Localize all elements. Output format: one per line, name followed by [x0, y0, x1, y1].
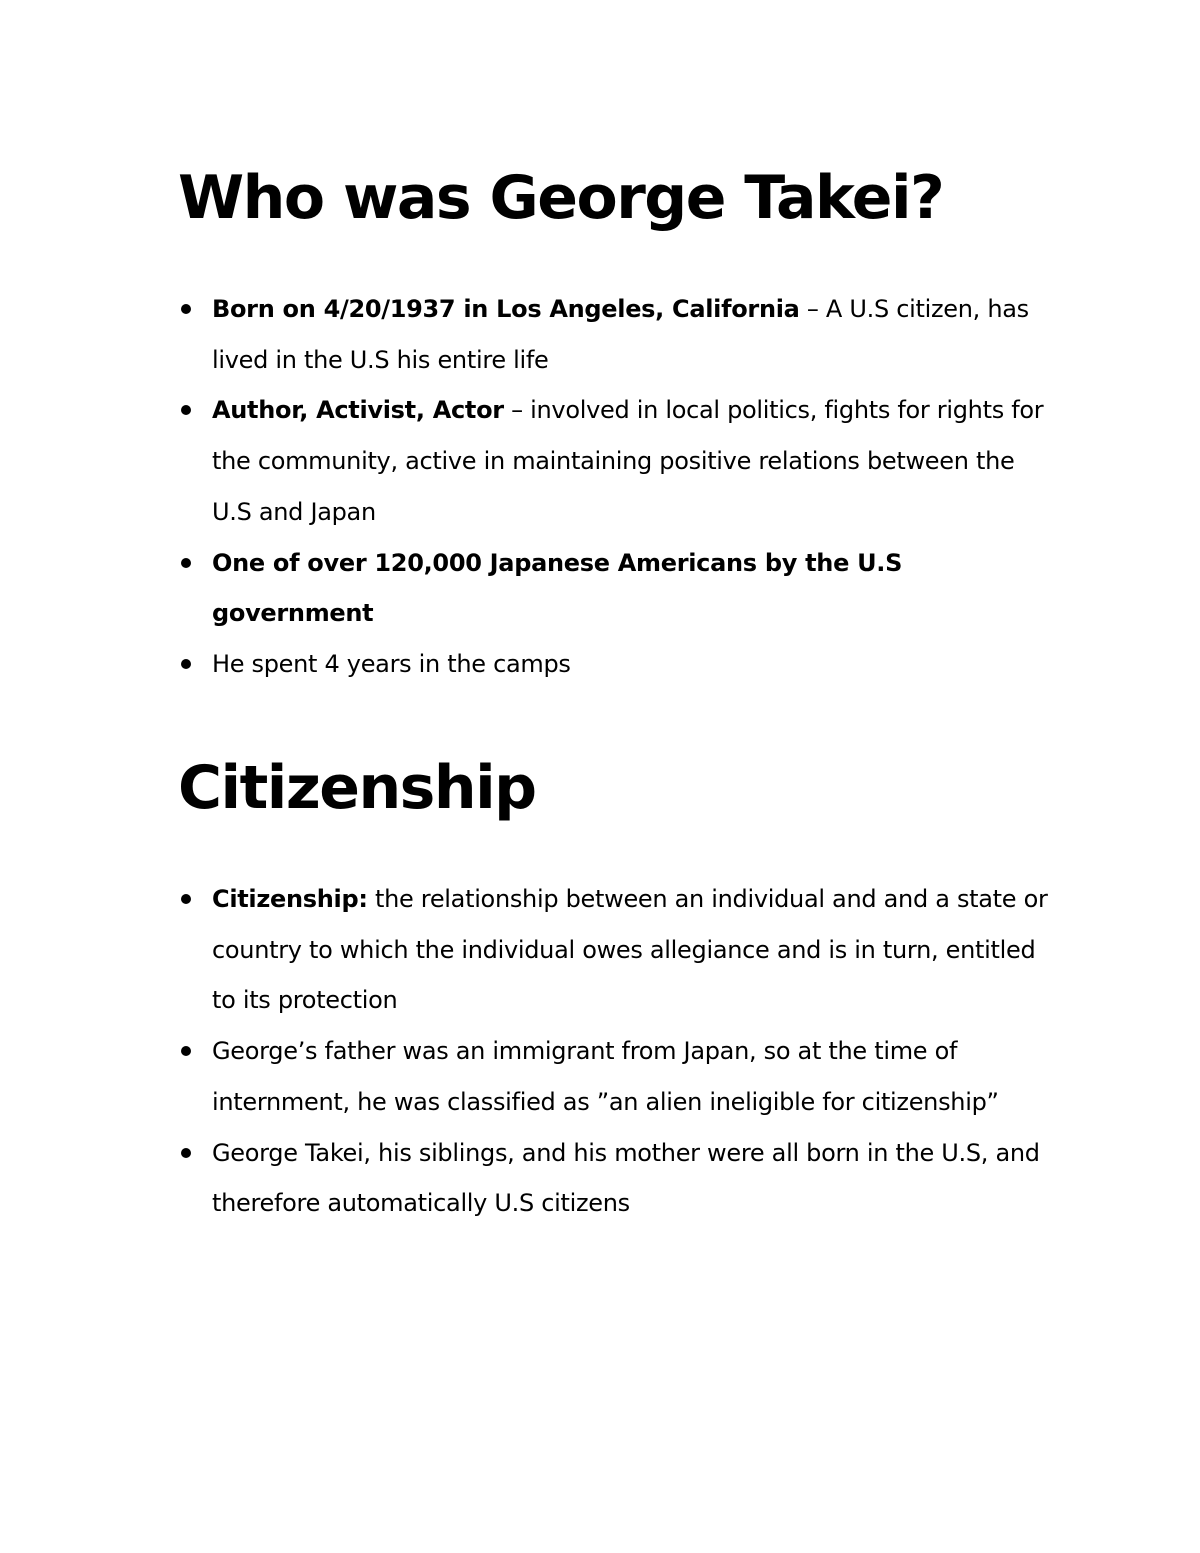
bullet-icon — [181, 1046, 191, 1056]
list-item — [178, 1128, 1058, 1229]
list-item — [178, 639, 1058, 690]
list-item — [178, 874, 1058, 1026]
list-item — [178, 1026, 1058, 1127]
bullet-icon — [181, 659, 191, 669]
section-citizenship — [178, 750, 1058, 1229]
list-item-text: – A U.S citizen, has lived in the U.S his entire life — [212, 295, 1029, 374]
section-heading: Who was George Takei? — [178, 163, 944, 233]
list-item-text: He spent 4 years in the camps — [212, 649, 571, 678]
bullet-icon — [181, 405, 191, 415]
list-item-text: the relationship between an individual and and a state or country to which the individual owes allegiance and is in turn, entitled to its protection — [212, 885, 1048, 1015]
list-item-bold: Citizenship: — [212, 885, 368, 913]
list-item-bold: One of over 120,000 Japanese Americans by the U.S government — [212, 548, 903, 628]
list-item-bold: Author, Activist, Actor — [212, 396, 504, 425]
list-item-text: George’s father was an immigrant from Japan, so at the time of internment, he was classified as ”an alien ineligible for citizenship” — [212, 1037, 999, 1116]
list-item — [178, 538, 1058, 639]
bullet-list — [178, 284, 1058, 690]
bullet-icon — [181, 304, 191, 314]
bullet-icon — [181, 1148, 191, 1158]
list-item-text: – involved in local politics, fights for rights for the community, active in maintaining positive relations between the U.S and Japan — [212, 396, 1044, 526]
bullet-icon — [181, 894, 191, 904]
bullet-icon — [181, 558, 191, 568]
list-item-text: George Takei, his siblings, and his mother were all born in the U.S, and therefore automatically U.S citizens — [212, 1138, 1040, 1218]
list-item — [178, 284, 1058, 385]
list-item-bold: Born on 4/20/1937 in Los Angeles, California — [212, 295, 800, 323]
bullet-list — [178, 874, 1058, 1229]
list-item — [178, 385, 1058, 537]
section-heading: Citizenship — [178, 753, 536, 823]
section-who-was-george-takei — [178, 160, 1058, 690]
